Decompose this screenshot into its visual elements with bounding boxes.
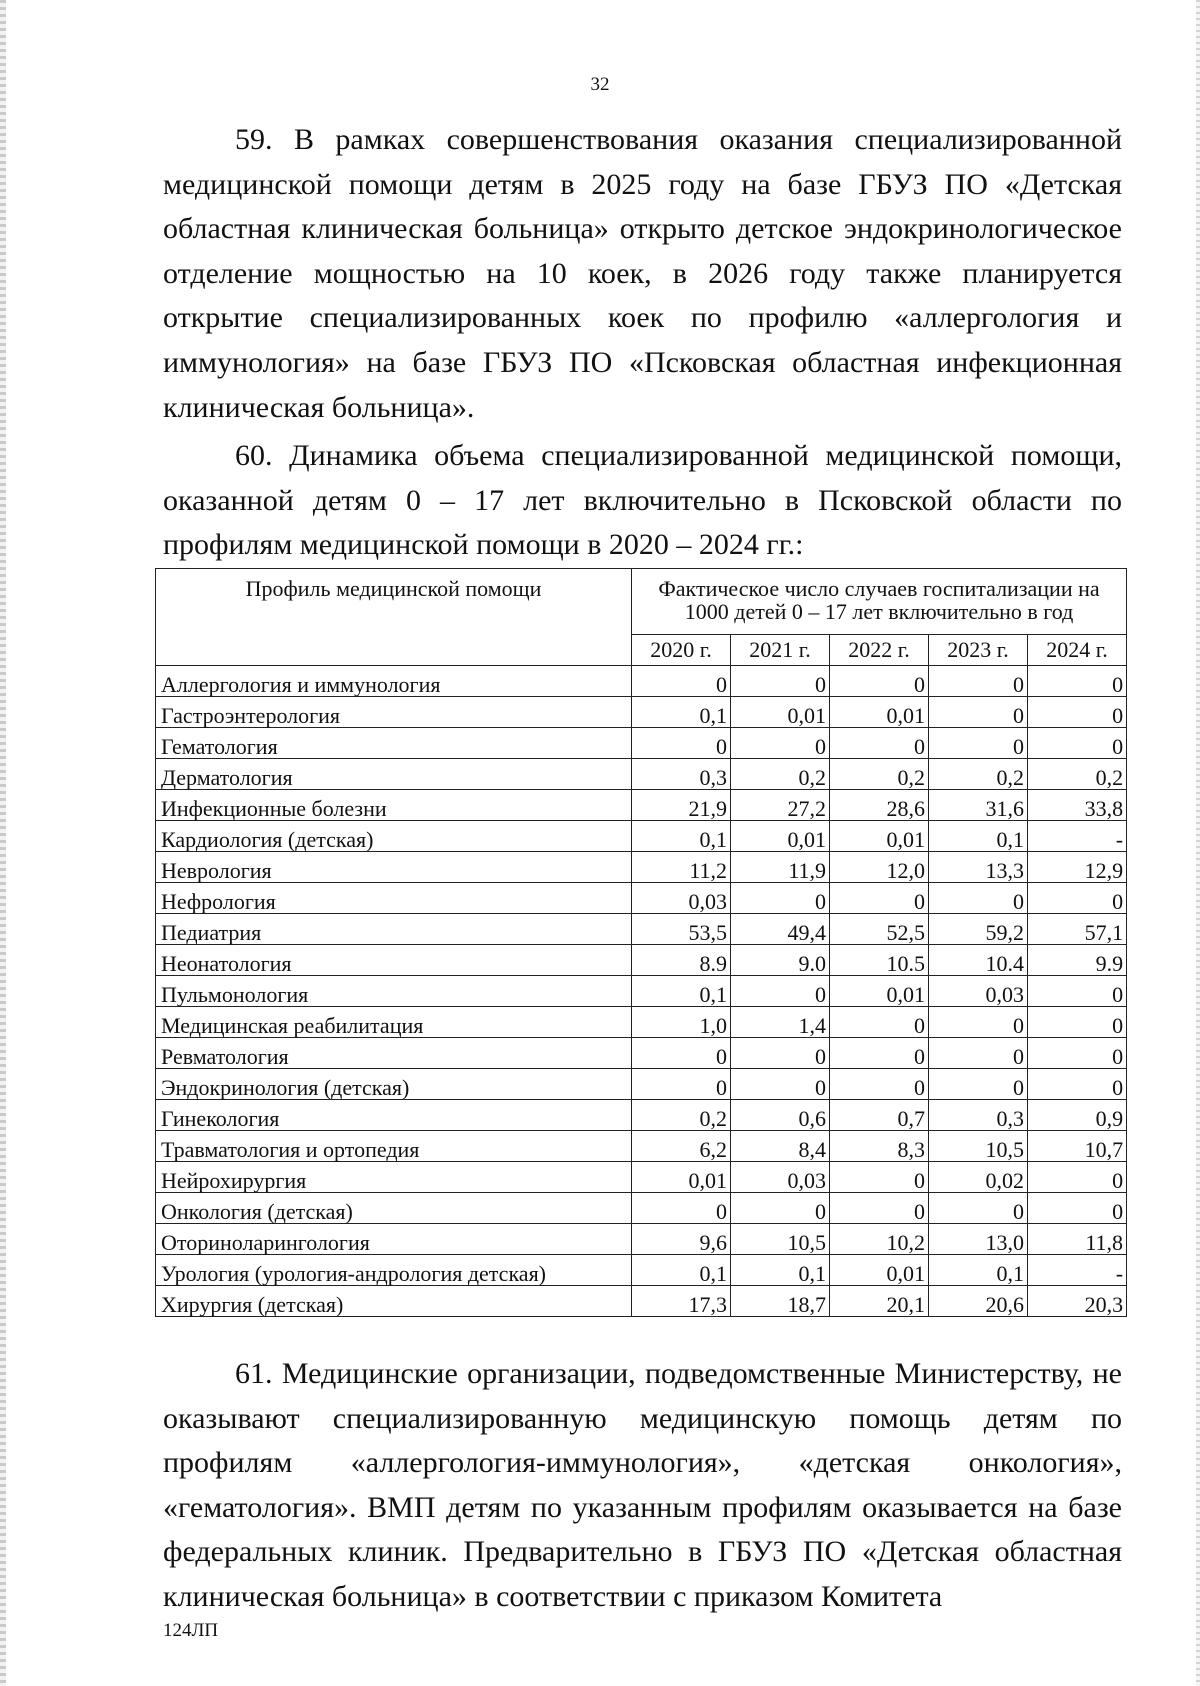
row-value: 0,2 [632,1100,731,1131]
row-value: 0 [731,976,830,1007]
row-value: 0 [830,1069,929,1100]
row-profile-name: Пульмонология [156,976,632,1007]
row-value: 0 [632,728,731,759]
row-profile-name: Гинекология [156,1100,632,1131]
row-value: 0,01 [632,1162,731,1193]
row-value: 18,7 [731,1286,830,1317]
table-row [156,1069,1127,1100]
row-value: 8,3 [830,1131,929,1162]
row-value: 10,5 [929,1131,1028,1162]
table-header-year: 2020 г. [632,634,731,665]
row-value: 0,03 [731,1162,830,1193]
row-value: 0 [1028,1162,1127,1193]
paragraph-59: 59. В рамках совершенствования оказания специализированной медицинской помощи детям в 2025 году на базе ГБУЗ ПО «Детская областная клиническая больница» открыто детское эндокринологическое отделение мощностью на 10 коек, в 2026 году также планируется открытие специализированных коек по профилю «аллергология и иммунология» на базе ГБУЗ ПО «Псковская областная инфекционная клиническая больница». [163,123,1122,424]
row-value: 0 [1028,697,1127,728]
row-profile-name: Нейрохирургия [156,1162,632,1193]
row-profile-name: Гастроэнтерология [156,697,632,728]
table-row [156,759,1127,790]
row-value: 1,0 [632,1007,731,1038]
row-value: 0 [830,1038,929,1069]
paragraph-60: 60. Динамика объема специализированной медицинской помощи, оказанной детям 0 – 17 лет включительно в Псковской области по профилям медицинской помощи в 2020 – 2024 гг.: [163,439,1122,562]
row-value: 6,2 [632,1131,731,1162]
row-value: 0 [632,1193,731,1224]
row-value: - [1028,821,1127,852]
row-value: 0,1 [632,976,731,1007]
row-profile-name: Неонатология [156,945,632,976]
row-profile-name: Инфекционные болезни [156,790,632,821]
row-value: 0,1 [929,1255,1028,1286]
row-value: 0,01 [830,1255,929,1286]
row-value: 0,9 [1028,1100,1127,1131]
table-header-profile: Профиль медицинской помощи [156,569,632,666]
row-profile-name: Педиатрия [156,914,632,945]
row-value: 0 [731,1193,830,1224]
row-value: 10,7 [1028,1131,1127,1162]
row-value: 11,8 [1028,1224,1127,1255]
row-profile-name: Травматология и ортопедия [156,1131,632,1162]
row-value: 0 [929,1193,1028,1224]
row-value: 11,9 [731,852,830,883]
row-value: 53,5 [632,914,731,945]
row-value: 0 [830,883,929,914]
table-row [156,1224,1127,1255]
row-profile-name: Урология (урология-андрология детская) [156,1255,632,1286]
row-profile-name: Эндокринология (детская) [156,1069,632,1100]
row-value: 0 [929,883,1028,914]
row-value: 33,8 [1028,790,1127,821]
row-profile-name: Хирургия (детская) [156,1286,632,1317]
row-value: 57,1 [1028,914,1127,945]
table-row [156,790,1127,821]
row-value: 0 [632,1069,731,1100]
row-profile-name: Нефрология [156,883,632,914]
row-value: 0,1 [632,1255,731,1286]
row-value: 0 [929,728,1028,759]
scan-edge-right [1196,0,1200,1686]
row-value: 8,4 [731,1131,830,1162]
table-header-year: 2021 г. [731,634,830,665]
row-value: 10.5 [830,945,929,976]
row-value: 0 [731,666,830,697]
row-value: 21,9 [632,790,731,821]
table-row [156,1255,1127,1286]
row-profile-name: Кардиология (детская) [156,821,632,852]
page-number: 32 [590,74,610,95]
table-row [156,697,1127,728]
row-value: 0 [1028,1038,1127,1069]
table-row [156,945,1127,976]
table-row [156,976,1127,1007]
row-value: 17,3 [632,1286,731,1317]
row-value: 9.9 [1028,945,1127,976]
row-value: 0 [830,1193,929,1224]
row-value: 10.4 [929,945,1028,976]
row-value: 0 [830,1162,929,1193]
row-value: 28,6 [830,790,929,821]
row-profile-name: Медицинская реабилитация [156,1007,632,1038]
row-profile-name: Ревматология [156,1038,632,1069]
row-value: 20,1 [830,1286,929,1317]
row-value: 0,1 [731,1255,830,1286]
row-profile-name: Дерматология [156,759,632,790]
row-value: 12,9 [1028,852,1127,883]
table-row [156,1162,1127,1193]
row-value: 0 [1028,976,1127,1007]
table-row [156,1286,1127,1317]
hospitalization-table [155,568,1127,1317]
row-value: 0 [632,1038,731,1069]
table-header-year: 2023 г. [929,634,1028,665]
row-value: 0 [731,1038,830,1069]
row-value: 0 [1028,666,1127,697]
row-value: 0 [632,666,731,697]
row-value: 0,2 [929,759,1028,790]
row-value: 0,03 [929,976,1028,1007]
row-value: 0 [1028,883,1127,914]
row-value: 0 [830,728,929,759]
row-value: 0 [1028,1193,1127,1224]
row-value: 0,03 [632,883,731,914]
table-header-year: 2024 г. [1028,634,1127,665]
row-value: 0,2 [731,759,830,790]
row-value: 0,6 [731,1100,830,1131]
table-row [156,821,1127,852]
row-value: 0 [1028,728,1127,759]
scan-edge-left [0,0,6,1686]
row-value: 0 [830,666,929,697]
row-value: 10,5 [731,1224,830,1255]
table-row [156,1131,1127,1162]
row-value: 20,3 [1028,1286,1127,1317]
row-value: 20,6 [929,1286,1028,1317]
row-profile-name: Аллергология и иммунология [156,666,632,697]
row-profile-name: Оториноларингология [156,1224,632,1255]
row-value: 11,2 [632,852,731,883]
table-row [156,852,1127,883]
table-row [156,1100,1127,1131]
row-value: 0,2 [1028,759,1127,790]
row-value: - [1028,1255,1127,1286]
row-value: 0 [731,883,830,914]
row-value: 0,3 [632,759,731,790]
row-value: 0 [731,1069,830,1100]
row-value: 0 [929,1007,1028,1038]
row-value: 8.9 [632,945,731,976]
row-value: 0 [1028,1069,1127,1100]
row-value: 0,1 [632,697,731,728]
row-value: 13,0 [929,1224,1028,1255]
row-value: 10,2 [830,1224,929,1255]
row-profile-name: Неврология [156,852,632,883]
row-value: 13,3 [929,852,1028,883]
table-row [156,1007,1127,1038]
row-value: 9,6 [632,1224,731,1255]
row-value: 0,01 [731,697,830,728]
table-row [156,666,1127,697]
row-value: 0,01 [830,821,929,852]
table-row [156,914,1127,945]
row-value: 0,01 [830,976,929,1007]
document-code: 124ЛП [163,1620,219,1641]
table-header-group: Фактическое число случаев госпитализации на 1000 детей 0 – 17 лет включительно в год [632,569,1127,635]
row-value: 27,2 [731,790,830,821]
row-value: 0,2 [830,759,929,790]
row-value: 0 [929,1038,1028,1069]
row-value: 49,4 [731,914,830,945]
row-value: 0 [830,1007,929,1038]
row-profile-name: Гематология [156,728,632,759]
row-value: 1,4 [731,1007,830,1038]
row-value: 0,1 [929,821,1028,852]
row-value: 0,01 [830,697,929,728]
row-value: 0 [929,666,1028,697]
table-row [156,883,1127,914]
row-value: 52,5 [830,914,929,945]
row-value: 31,6 [929,790,1028,821]
table-header-year: 2022 г. [830,634,929,665]
row-value: 0,7 [830,1100,929,1131]
row-value: 0 [731,728,830,759]
row-value: 59,2 [929,914,1028,945]
row-value: 0 [929,697,1028,728]
paragraph-61: 61. Медицинские организации, подведомственные Министерству, не оказывают специализированную медицинскую помощь детям по профилям «аллергология-иммунология», «детская онкология», «гематология». ВМП детям по указанным профилям оказывается на базе федеральных клиник. Предварительно в ГБУЗ ПО «Детская областная клиническая больница» в соответствии с приказом Комитета [163,1357,1122,1613]
row-value: 0 [1028,1007,1127,1038]
table-row [156,1193,1127,1224]
row-profile-name: Онкология (детская) [156,1193,632,1224]
row-value: 0,1 [632,821,731,852]
row-value: 0 [929,1069,1028,1100]
table-row [156,1038,1127,1069]
table-row [156,728,1127,759]
row-value: 0,02 [929,1162,1028,1193]
row-value: 12,0 [830,852,929,883]
row-value: 9.0 [731,945,830,976]
row-value: 0,01 [731,821,830,852]
row-value: 0,3 [929,1100,1028,1131]
